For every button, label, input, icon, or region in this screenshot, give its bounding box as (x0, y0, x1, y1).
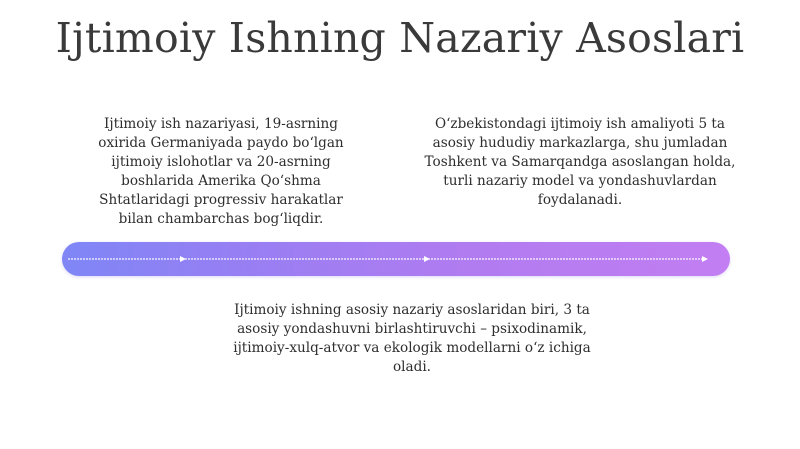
timeline-arrow-1-icon (180, 256, 186, 262)
timeline-arrow-3-icon (702, 256, 708, 262)
slide-title: Ijtimoiy Ishning Nazariy Asoslari (55, 14, 745, 62)
timeline-arrow-2-icon (424, 256, 430, 262)
paragraph-top-right: O‘zbekistondagi ijtimoiy ish amaliyoti 5 ta asosiy hududiy markazlarga, shu jumladan Toshkent va Samarqandga asoslangan holda, turli nazariy model va yondashuvlardan foydalanadi. (424, 116, 736, 208)
timeline-bar (62, 242, 730, 276)
paragraph-top-left: Ijtimoiy ish nazariyasi, 19-asrning oxirida Germaniyada paydo bo‘lgan ijtimoiy islohotlar va 20-asrning boshlarida Amerika Qo‘shma Shtatlaridagi progressiv harakatlar bilan chambarchas bog‘liqdir. (98, 116, 344, 227)
timeline-arrows-graphic (62, 242, 730, 276)
paragraph-bottom: Ijtimoiy ishning asosiy nazariy asoslaridan biri, 3 ta asosiy yondashuvni birlashtiruvchi – psixodinamik, ijtimoiy-xulq-atvor va ekologik modellarni o‘z ichiga oladi. (233, 302, 591, 375)
